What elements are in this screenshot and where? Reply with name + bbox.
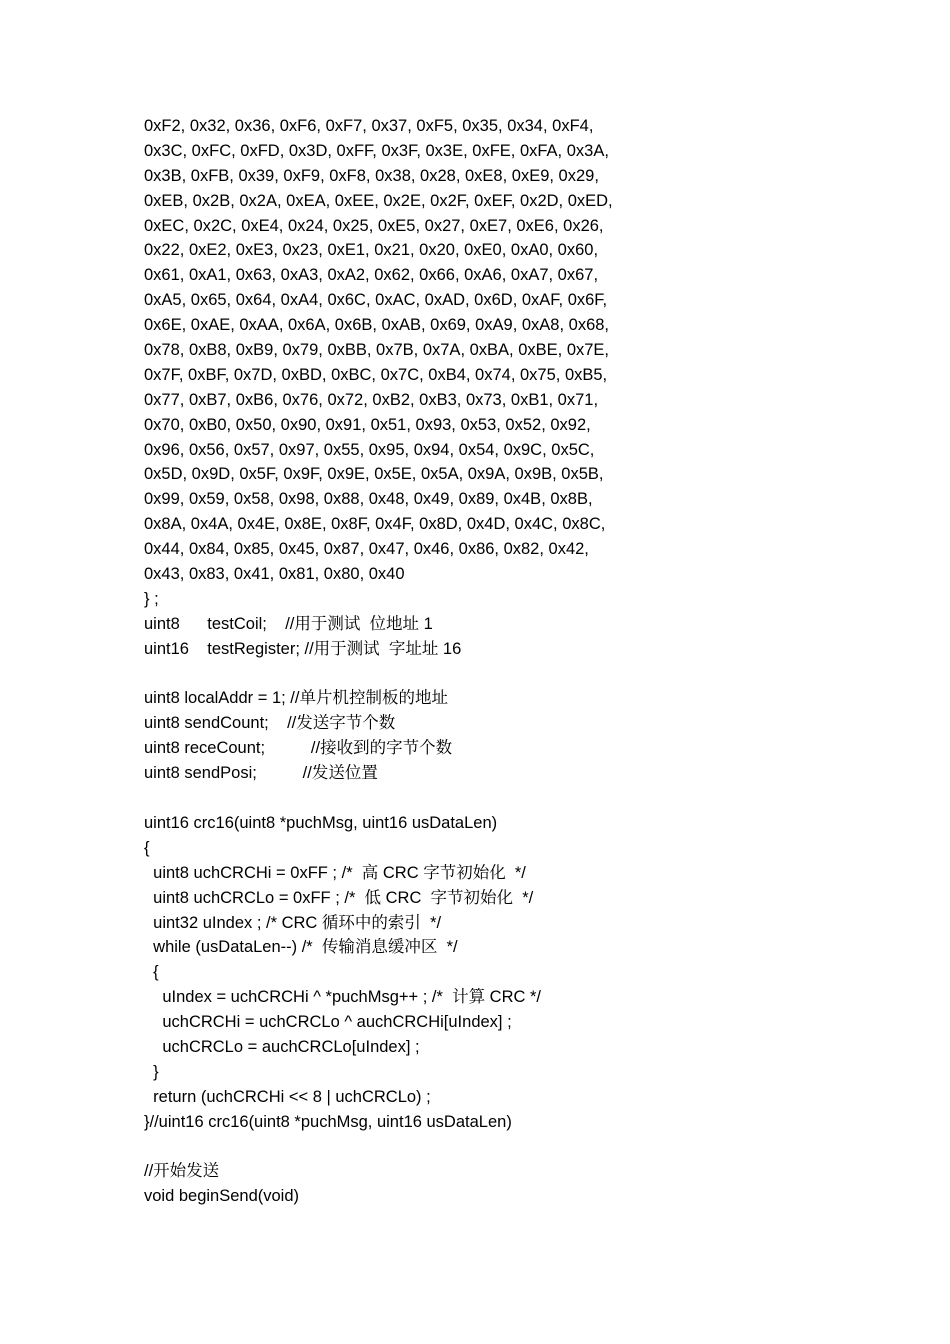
blank-line: [144, 786, 904, 811]
code-line: 0xA5, 0x65, 0x64, 0xA4, 0x6C, 0xAC, 0xAD, 0x6D, 0xAF, 0x6F,: [144, 291, 608, 310]
code-line: 0x78, 0xB8, 0xB9, 0x79, 0xBB, 0x7B, 0x7A, 0xBA, 0xBE, 0x7E,: [144, 341, 610, 360]
code-line: {: [144, 963, 159, 982]
code-line: uint8 localAddr = 1; //单片机控制板的地址: [144, 689, 448, 708]
code-listing: [144, 114, 904, 1209]
code-line: void beginSend(void): [144, 1187, 300, 1206]
code-line: 0x43, 0x83, 0x41, 0x81, 0x80, 0x40: [144, 565, 405, 584]
code-line: uint8 sendPosi; //发送位置: [144, 764, 378, 783]
code-line: uint8 receCount; //接收到的字节个数: [144, 739, 453, 758]
code-line: 0x3B, 0xFB, 0x39, 0xF9, 0xF8, 0x38, 0x28, 0xE8, 0xE9, 0x29,: [144, 166, 599, 185]
code-line: while (usDataLen--) /* 传输消息缓冲区 */: [144, 938, 458, 957]
code-line: uchCRCHi = uchCRCLo ^ auchCRCHi[uIndex] ;: [144, 1013, 512, 1032]
code-line: 0x70, 0xB0, 0x50, 0x90, 0x91, 0x51, 0x93, 0x53, 0x52, 0x92,: [144, 415, 591, 434]
blank-line: [144, 662, 904, 687]
code-line: 0x44, 0x84, 0x85, 0x45, 0x87, 0x47, 0x46, 0x86, 0x82, 0x42,: [144, 540, 589, 559]
code-line: 0x5D, 0x9D, 0x5F, 0x9F, 0x9E, 0x5E, 0x5A, 0x9A, 0x9B, 0x5B,: [144, 465, 604, 484]
code-line: uint8 uchCRCLo = 0xFF ; /* 低 CRC 字节初始化 */: [144, 888, 534, 907]
code-line: 0x61, 0xA1, 0x63, 0xA3, 0xA2, 0x62, 0x66, 0xA6, 0xA7, 0x67,: [144, 266, 599, 285]
code-line: 0x22, 0xE2, 0xE3, 0x23, 0xE1, 0x21, 0x20, 0xE0, 0xA0, 0x60,: [144, 241, 599, 260]
code-line: 0x6E, 0xAE, 0xAA, 0x6A, 0x6B, 0xAB, 0x69, 0xA9, 0xA8, 0x68,: [144, 316, 610, 335]
code-line: uint32 uIndex ; /* CRC 循环中的索引 */: [144, 913, 442, 932]
code-line: return (uchCRCHi << 8 | uchCRCLo) ;: [144, 1087, 431, 1106]
code-line: 0x77, 0xB7, 0xB6, 0x76, 0x72, 0xB2, 0xB3, 0x73, 0xB1, 0x71,: [144, 390, 599, 409]
code-line: 0xEC, 0x2C, 0xE4, 0x24, 0x25, 0xE5, 0x27, 0xE7, 0xE6, 0x26,: [144, 216, 604, 235]
code-line: {: [144, 838, 150, 857]
code-line: 0x96, 0x56, 0x57, 0x97, 0x55, 0x95, 0x94, 0x54, 0x9C, 0x5C,: [144, 440, 595, 459]
code-line: }//uint16 crc16(uint8 *puchMsg, uint16 usDataLen): [144, 1112, 512, 1131]
blank-line: [144, 1135, 904, 1160]
code-line: //开始发送: [144, 1162, 220, 1181]
code-line: }: [144, 1062, 159, 1081]
code-line: } ;: [144, 589, 159, 608]
code-line: uint8 uchCRCHi = 0xFF ; /* 高 CRC 字节初始化 */: [144, 863, 526, 882]
code-line: uchCRCLo = auchCRCLo[uIndex] ;: [144, 1037, 420, 1056]
code-line: uint8 sendCount; //发送字节个数: [144, 714, 396, 733]
code-line: 0xEB, 0x2B, 0x2A, 0xEA, 0xEE, 0x2E, 0x2F, 0xEF, 0x2D, 0xED,: [144, 191, 613, 210]
code-line: 0x8A, 0x4A, 0x4E, 0x8E, 0x8F, 0x4F, 0x8D, 0x4D, 0x4C, 0x8C,: [144, 515, 606, 534]
code-line: 0x99, 0x59, 0x58, 0x98, 0x88, 0x48, 0x49, 0x89, 0x4B, 0x8B,: [144, 490, 593, 509]
code-line: uint8 testCoil; //用于测试 位地址 1: [144, 614, 433, 633]
code-line: uIndex = uchCRCHi ^ *puchMsg++ ; /* 计算 CRC */: [144, 988, 542, 1007]
code-line: 0x7F, 0xBF, 0x7D, 0xBD, 0xBC, 0x7C, 0xB4, 0x74, 0x75, 0xB5,: [144, 365, 608, 384]
code-line: 0xF2, 0x32, 0x36, 0xF6, 0xF7, 0x37, 0xF5, 0x35, 0x34, 0xF4,: [144, 117, 594, 135]
code-line: 0x3C, 0xFC, 0xFD, 0x3D, 0xFF, 0x3F, 0x3E, 0xFE, 0xFA, 0x3A,: [144, 141, 609, 160]
code-line: uint16 crc16(uint8 *puchMsg, uint16 usDataLen): [144, 813, 498, 832]
code-line: uint16 testRegister; //用于测试 字址址 16: [144, 639, 462, 658]
